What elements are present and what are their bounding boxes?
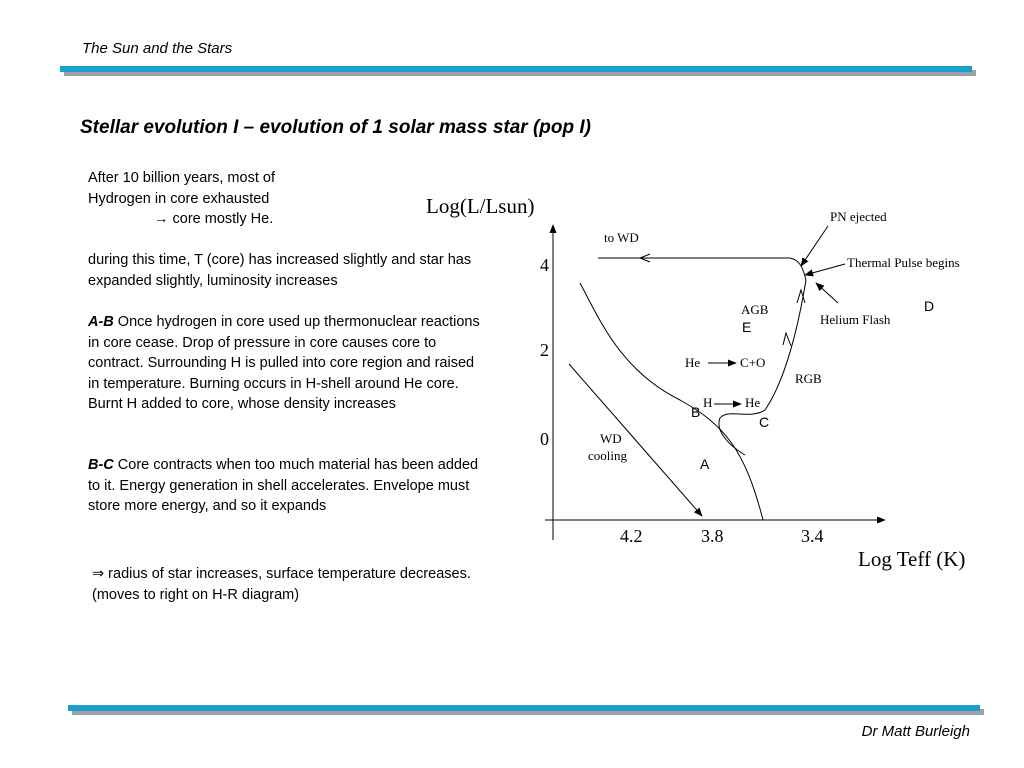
intro-line-2: Hydrogen in core exhausted <box>88 190 270 207</box>
paragraph-b-c-text: Core contracts when too much material has been added to it. Energy generation in shell accelerates. Envelope must store more energy, and so it expands <box>88 457 479 514</box>
main-sequence-curve <box>580 283 766 520</box>
paragraph-a-b-text: Once hydrogen in core used up thermonuclear reactions in core cease. Drop of pressure in core causes core to contract. Surrounding H is pulled into core region and raised in temperature. Burning occurs in H-shell around He core. Burnt H added to core, whose density increases <box>88 314 480 412</box>
slide-title: Stellar evolution I – evolution of 1 solar mass star (pop I) <box>80 117 591 138</box>
label-he: He <box>685 355 701 370</box>
label-pn-ejected: PN ejected <box>830 209 887 224</box>
point-c: C <box>759 414 770 430</box>
label-to-wd: to WD <box>604 230 639 245</box>
header-title: The Sun and the Stars <box>82 40 233 57</box>
x-axis-label: Log Teff (K) <box>858 547 966 571</box>
point-a: A <box>700 456 710 472</box>
rgb-arrowhead <box>783 333 791 346</box>
paragraph-core-temperature: during this time, T (core) has increased slightly and star has expanded slightly, luminosity increases <box>88 252 472 289</box>
footer-author: Dr Matt Burleigh <box>861 723 970 740</box>
label-cooling: cooling <box>588 448 627 463</box>
label-wd: WD <box>600 431 622 446</box>
pn-ejected-arrow <box>801 226 828 266</box>
y-tick-0: 0 <box>540 429 549 449</box>
intro-line-3: → core mostly He. <box>154 211 274 227</box>
y-tick-4: 4 <box>540 255 549 275</box>
y-tick-2: 2 <box>540 340 549 360</box>
label-he-2: He <box>745 395 761 410</box>
label-agb: AGB <box>741 302 769 317</box>
point-d: D <box>924 298 935 314</box>
paragraph-conclusion: ⇒ radius of star increases, surface temperature decreases. (moves to right on H-R diagram) <box>92 566 471 603</box>
label-h: H <box>703 395 713 410</box>
footer-rule <box>68 705 980 711</box>
y-axis-label: Log(L/Lsun) <box>426 194 535 218</box>
intro-line-1: After 10 billion years, most of <box>88 170 275 186</box>
label-b-c: B-C <box>88 457 114 473</box>
label-a-b: A-B <box>88 314 114 330</box>
point-b: B <box>691 404 701 420</box>
point-e: E <box>742 319 752 335</box>
thermal-pulse-arrow <box>805 264 845 275</box>
x-tick-3-4: 3.4 <box>801 526 824 546</box>
wd-cooling-arrow <box>569 364 702 516</box>
x-tick-4-2: 4.2 <box>620 526 643 546</box>
label-helium-flash: Helium Flash <box>820 312 891 327</box>
label-c-o: C+O <box>740 355 766 370</box>
x-tick-3-8: 3.8 <box>701 526 724 546</box>
label-thermal-pulse: Thermal Pulse begins <box>847 255 960 270</box>
helium-flash-arrow <box>816 283 838 303</box>
label-rgb: RGB <box>795 371 822 386</box>
